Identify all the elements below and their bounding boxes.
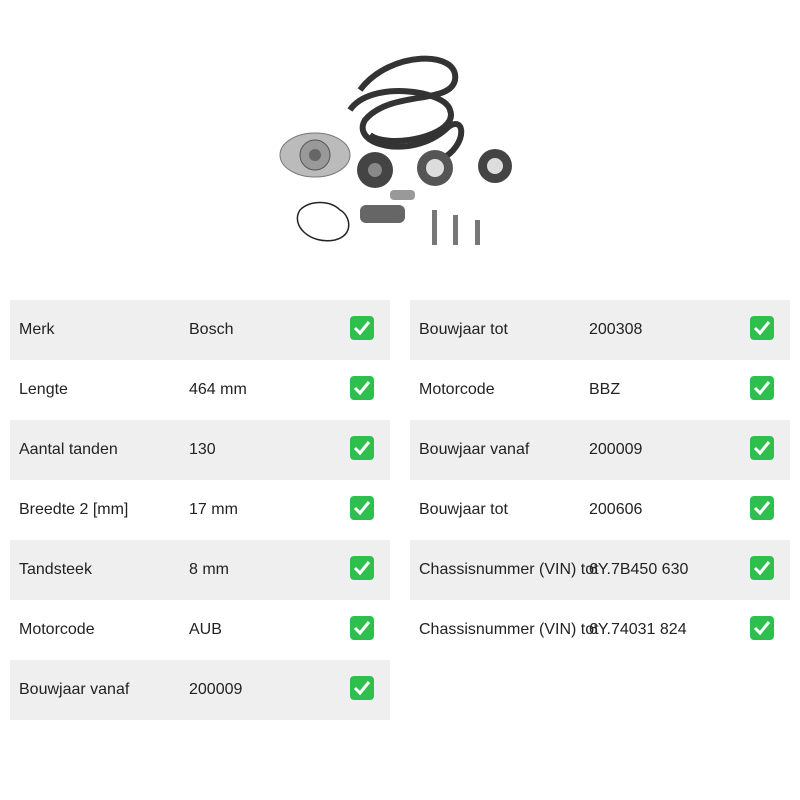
check-mark-icon — [750, 496, 774, 520]
row-value: AUB — [189, 621, 222, 638]
row-value: 200606 — [589, 501, 643, 518]
table-row — [10, 300, 390, 360]
check-mark-icon — [350, 436, 374, 460]
tensioner-illustration — [360, 190, 415, 223]
check-mark-icon — [350, 616, 374, 640]
check-mark-icon — [350, 316, 374, 340]
table-row — [10, 540, 390, 600]
row-label: Tandsteek — [19, 561, 92, 578]
row-label: Bouwjaar tot — [419, 321, 508, 338]
pulley-illustration — [357, 149, 512, 188]
water-pump-illustration — [280, 133, 350, 177]
check-mark-icon — [350, 676, 374, 700]
row-label: Motorcode — [19, 621, 95, 638]
timing-belt-illustration — [350, 59, 461, 160]
check-mark-icon — [350, 376, 374, 400]
check-mark-icon — [350, 556, 374, 580]
table-row — [410, 480, 790, 540]
table-row — [10, 480, 390, 540]
spec-table-left — [10, 300, 390, 720]
table-row — [410, 420, 790, 480]
row-value: 8 mm — [189, 561, 229, 578]
table-row — [410, 300, 790, 360]
check-mark-icon — [350, 496, 374, 520]
check-mark-icon — [750, 616, 774, 640]
table-row — [10, 420, 390, 480]
check-mark-icon — [750, 556, 774, 580]
row-value: 17 mm — [189, 501, 238, 518]
check-mark-icon — [750, 316, 774, 340]
row-value: 200308 — [589, 321, 643, 338]
product-image — [270, 50, 530, 250]
row-value: 464 mm — [189, 381, 247, 398]
table-row — [10, 660, 390, 720]
row-value: 130 — [189, 441, 216, 458]
check-mark-icon — [750, 436, 774, 460]
row-label: Lengte — [19, 381, 68, 398]
row-value: 6Y.7B450 630 — [589, 561, 689, 578]
row-label: Bouwjaar vanaf — [19, 681, 130, 698]
spec-table-right — [410, 300, 790, 660]
bolt-illustration — [432, 210, 480, 245]
row-label: Motorcode — [419, 381, 495, 398]
row-value: BBZ — [589, 381, 621, 398]
row-label: Aantal tanden — [19, 441, 118, 458]
row-label: Chassisnummer (VIN) tot — [419, 621, 599, 638]
row-value: 200009 — [589, 441, 643, 458]
row-label: Bouwjaar vanaf — [419, 441, 530, 458]
row-label: Merk — [19, 321, 55, 338]
gasket-illustration — [297, 203, 348, 241]
check-mark-icon — [750, 376, 774, 400]
row-label: Bouwjaar tot — [419, 501, 508, 518]
table-row — [10, 600, 390, 660]
row-value: 200009 — [189, 681, 243, 698]
table-row — [410, 600, 790, 660]
row-value: 6Y.74031 824 — [589, 621, 687, 638]
row-label: Chassisnummer (VIN) tot — [419, 561, 599, 578]
row-label: Breedte 2 [mm] — [19, 501, 129, 518]
table-row — [410, 360, 790, 420]
row-value: Bosch — [189, 321, 234, 338]
table-row — [410, 540, 790, 600]
table-row — [10, 360, 390, 420]
